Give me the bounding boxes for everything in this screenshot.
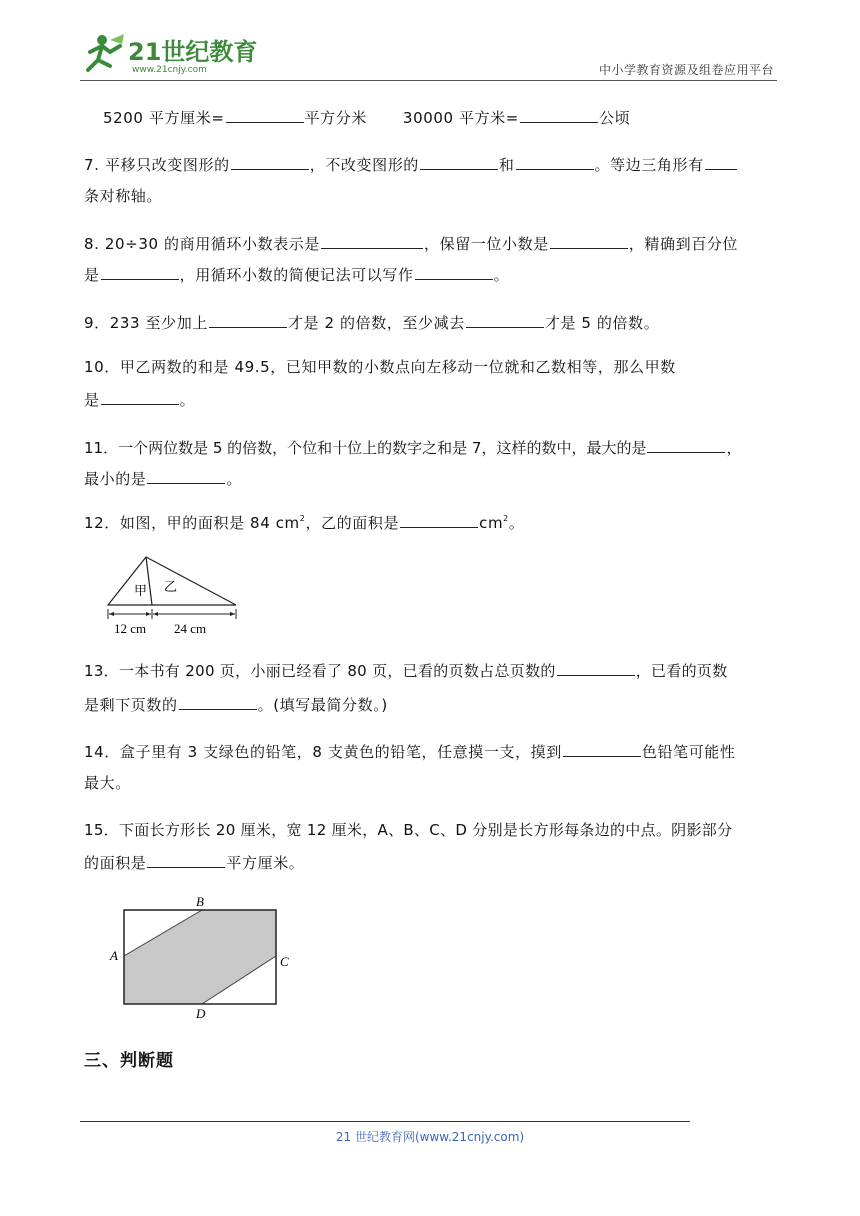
label-yi: 乙 xyxy=(164,580,178,595)
answer-blank[interactable] xyxy=(705,155,737,170)
text: 12．如图，甲的面积是 84 cm xyxy=(84,514,300,532)
text: 5200 平方厘米= xyxy=(103,109,225,127)
text: 。(填写最简分数。) xyxy=(257,696,388,714)
answer-blank[interactable] xyxy=(101,265,179,280)
answer-blank[interactable] xyxy=(466,313,544,328)
text: 公顷 xyxy=(598,109,631,127)
question-15-line-1 xyxy=(84,819,732,840)
dimension-label-right: 24 cm xyxy=(174,621,207,636)
superscript: 2 xyxy=(503,514,509,523)
header-divider xyxy=(80,80,777,81)
text: 。 xyxy=(493,266,510,284)
text: ，已看的页数 xyxy=(635,662,728,680)
text: 。等边三角形有 xyxy=(594,156,704,174)
answer-blank[interactable] xyxy=(147,853,225,868)
text: 13．一本书有 200 页，小丽已经看了 80 页，已看的页数占总页数的 xyxy=(84,662,556,680)
text: ，乙的面积是 xyxy=(305,514,400,532)
text: cm xyxy=(479,514,504,532)
site-logo xyxy=(80,30,260,76)
question-7-line-2 xyxy=(84,185,162,206)
text: 和 xyxy=(498,156,515,174)
answer-blank[interactable] xyxy=(520,108,598,123)
question-8-line-2 xyxy=(84,264,509,285)
text: 最小的是 xyxy=(84,470,147,488)
superscript: 2 xyxy=(299,514,306,523)
text: 色铅笔可能性 xyxy=(641,743,736,761)
answer-blank[interactable] xyxy=(415,265,493,280)
footer-link[interactable]: 21 世纪教育网(www.21cnjy.com) xyxy=(335,1130,525,1144)
answer-blank[interactable] xyxy=(563,742,641,757)
question-10-line-2 xyxy=(84,389,195,410)
text: 。 xyxy=(179,391,196,409)
label-d: D xyxy=(196,1006,206,1021)
rectangle-figure xyxy=(104,892,300,1022)
text: ，保留一位小数是 xyxy=(424,235,549,253)
text: 9．233 至少加上 xyxy=(84,314,208,332)
answer-blank[interactable] xyxy=(226,108,304,123)
text: 14．盒子里有 3 支绿色的铅笔，8 支黄色的铅笔，任意摸一支，摸到 xyxy=(84,743,562,761)
label-jia: 甲 xyxy=(134,584,148,599)
header-platform-text: 中小学教育资源及组卷应用平台 xyxy=(598,63,774,77)
text: 平方厘米。 xyxy=(226,854,305,872)
label-b: B xyxy=(196,894,204,909)
text: ，用循环小数的简便记法可以写作 xyxy=(179,266,414,284)
text: 10．甲乙两数的和是 49.5，已知甲数的小数点向左移动一位就和乙数相等，那么甲数 xyxy=(84,358,676,376)
answer-blank[interactable] xyxy=(516,155,594,170)
label-a: A xyxy=(110,948,118,963)
text: 才是 2 的倍数，至少减去 xyxy=(287,314,465,332)
text: 是 xyxy=(84,266,100,284)
triangle-figure xyxy=(104,553,244,637)
answer-blank[interactable] xyxy=(179,695,257,710)
answer-blank[interactable] xyxy=(420,155,498,170)
text: 才是 5 的倍数。 xyxy=(544,314,660,332)
section-title: 三、判断题 xyxy=(84,1051,174,1071)
question-14-line-1 xyxy=(84,741,736,762)
text: ，精确到百分位 xyxy=(628,235,739,253)
text: 平方分米 xyxy=(304,109,367,127)
text: ，不改变图形的 xyxy=(309,156,419,174)
answer-blank[interactable] xyxy=(147,469,225,484)
question-13-line-2 xyxy=(84,694,388,715)
answer-blank[interactable] xyxy=(647,438,725,453)
question-8-line-1 xyxy=(84,233,738,254)
text: 15．下面长方形长 20 厘米，宽 12 厘米，A、B、C、D 分别是长方形每条边的中点。阴影部分 xyxy=(84,821,733,839)
logo-sub-text: www.21cnjy.com xyxy=(132,65,207,75)
question-9-line xyxy=(84,312,659,333)
question-12-line xyxy=(84,512,524,533)
text: 。 xyxy=(508,514,525,532)
text: 是剩下页数的 xyxy=(84,696,178,714)
text: 30000 平方米= xyxy=(402,109,519,127)
text: 的面积是 xyxy=(84,854,147,872)
answer-blank[interactable] xyxy=(550,234,628,249)
text: 11．一个两位数是 5 的倍数，个位和十位上的数字之和是 7，这样的数中，最大的是 xyxy=(84,439,647,457)
label-c: C xyxy=(280,954,289,969)
unit-conversion-line xyxy=(103,107,630,128)
footer-divider xyxy=(80,1121,690,1122)
text: 条对称轴。 xyxy=(84,187,163,205)
text: 是 xyxy=(84,391,100,409)
question-10-line-1 xyxy=(84,356,676,377)
logo-main-text: 21世纪教育 xyxy=(128,38,258,66)
question-7-line-1 xyxy=(84,154,738,175)
text: 7. 平移只改变图形的 xyxy=(84,156,230,174)
answer-blank[interactable] xyxy=(209,313,287,328)
text: 。 xyxy=(226,470,243,488)
shaded-region xyxy=(124,910,276,1004)
question-15-line-2 xyxy=(84,852,304,873)
dimension-label-left: 12 cm xyxy=(114,621,147,636)
answer-blank[interactable] xyxy=(321,234,423,249)
question-13-line-1 xyxy=(84,660,728,681)
text: ， xyxy=(726,439,742,457)
question-11-line-1 xyxy=(84,437,742,458)
answer-blank[interactable] xyxy=(231,155,309,170)
question-14-line-2 xyxy=(84,772,131,793)
text: 最大。 xyxy=(84,774,131,792)
answer-blank[interactable] xyxy=(101,390,179,405)
answer-blank[interactable] xyxy=(400,513,478,528)
text: 8. 20÷30 的商用循环小数表示是 xyxy=(84,235,320,253)
question-11-line-2 xyxy=(84,468,242,489)
runner-logo-icon xyxy=(80,30,260,76)
answer-blank[interactable] xyxy=(557,661,635,676)
